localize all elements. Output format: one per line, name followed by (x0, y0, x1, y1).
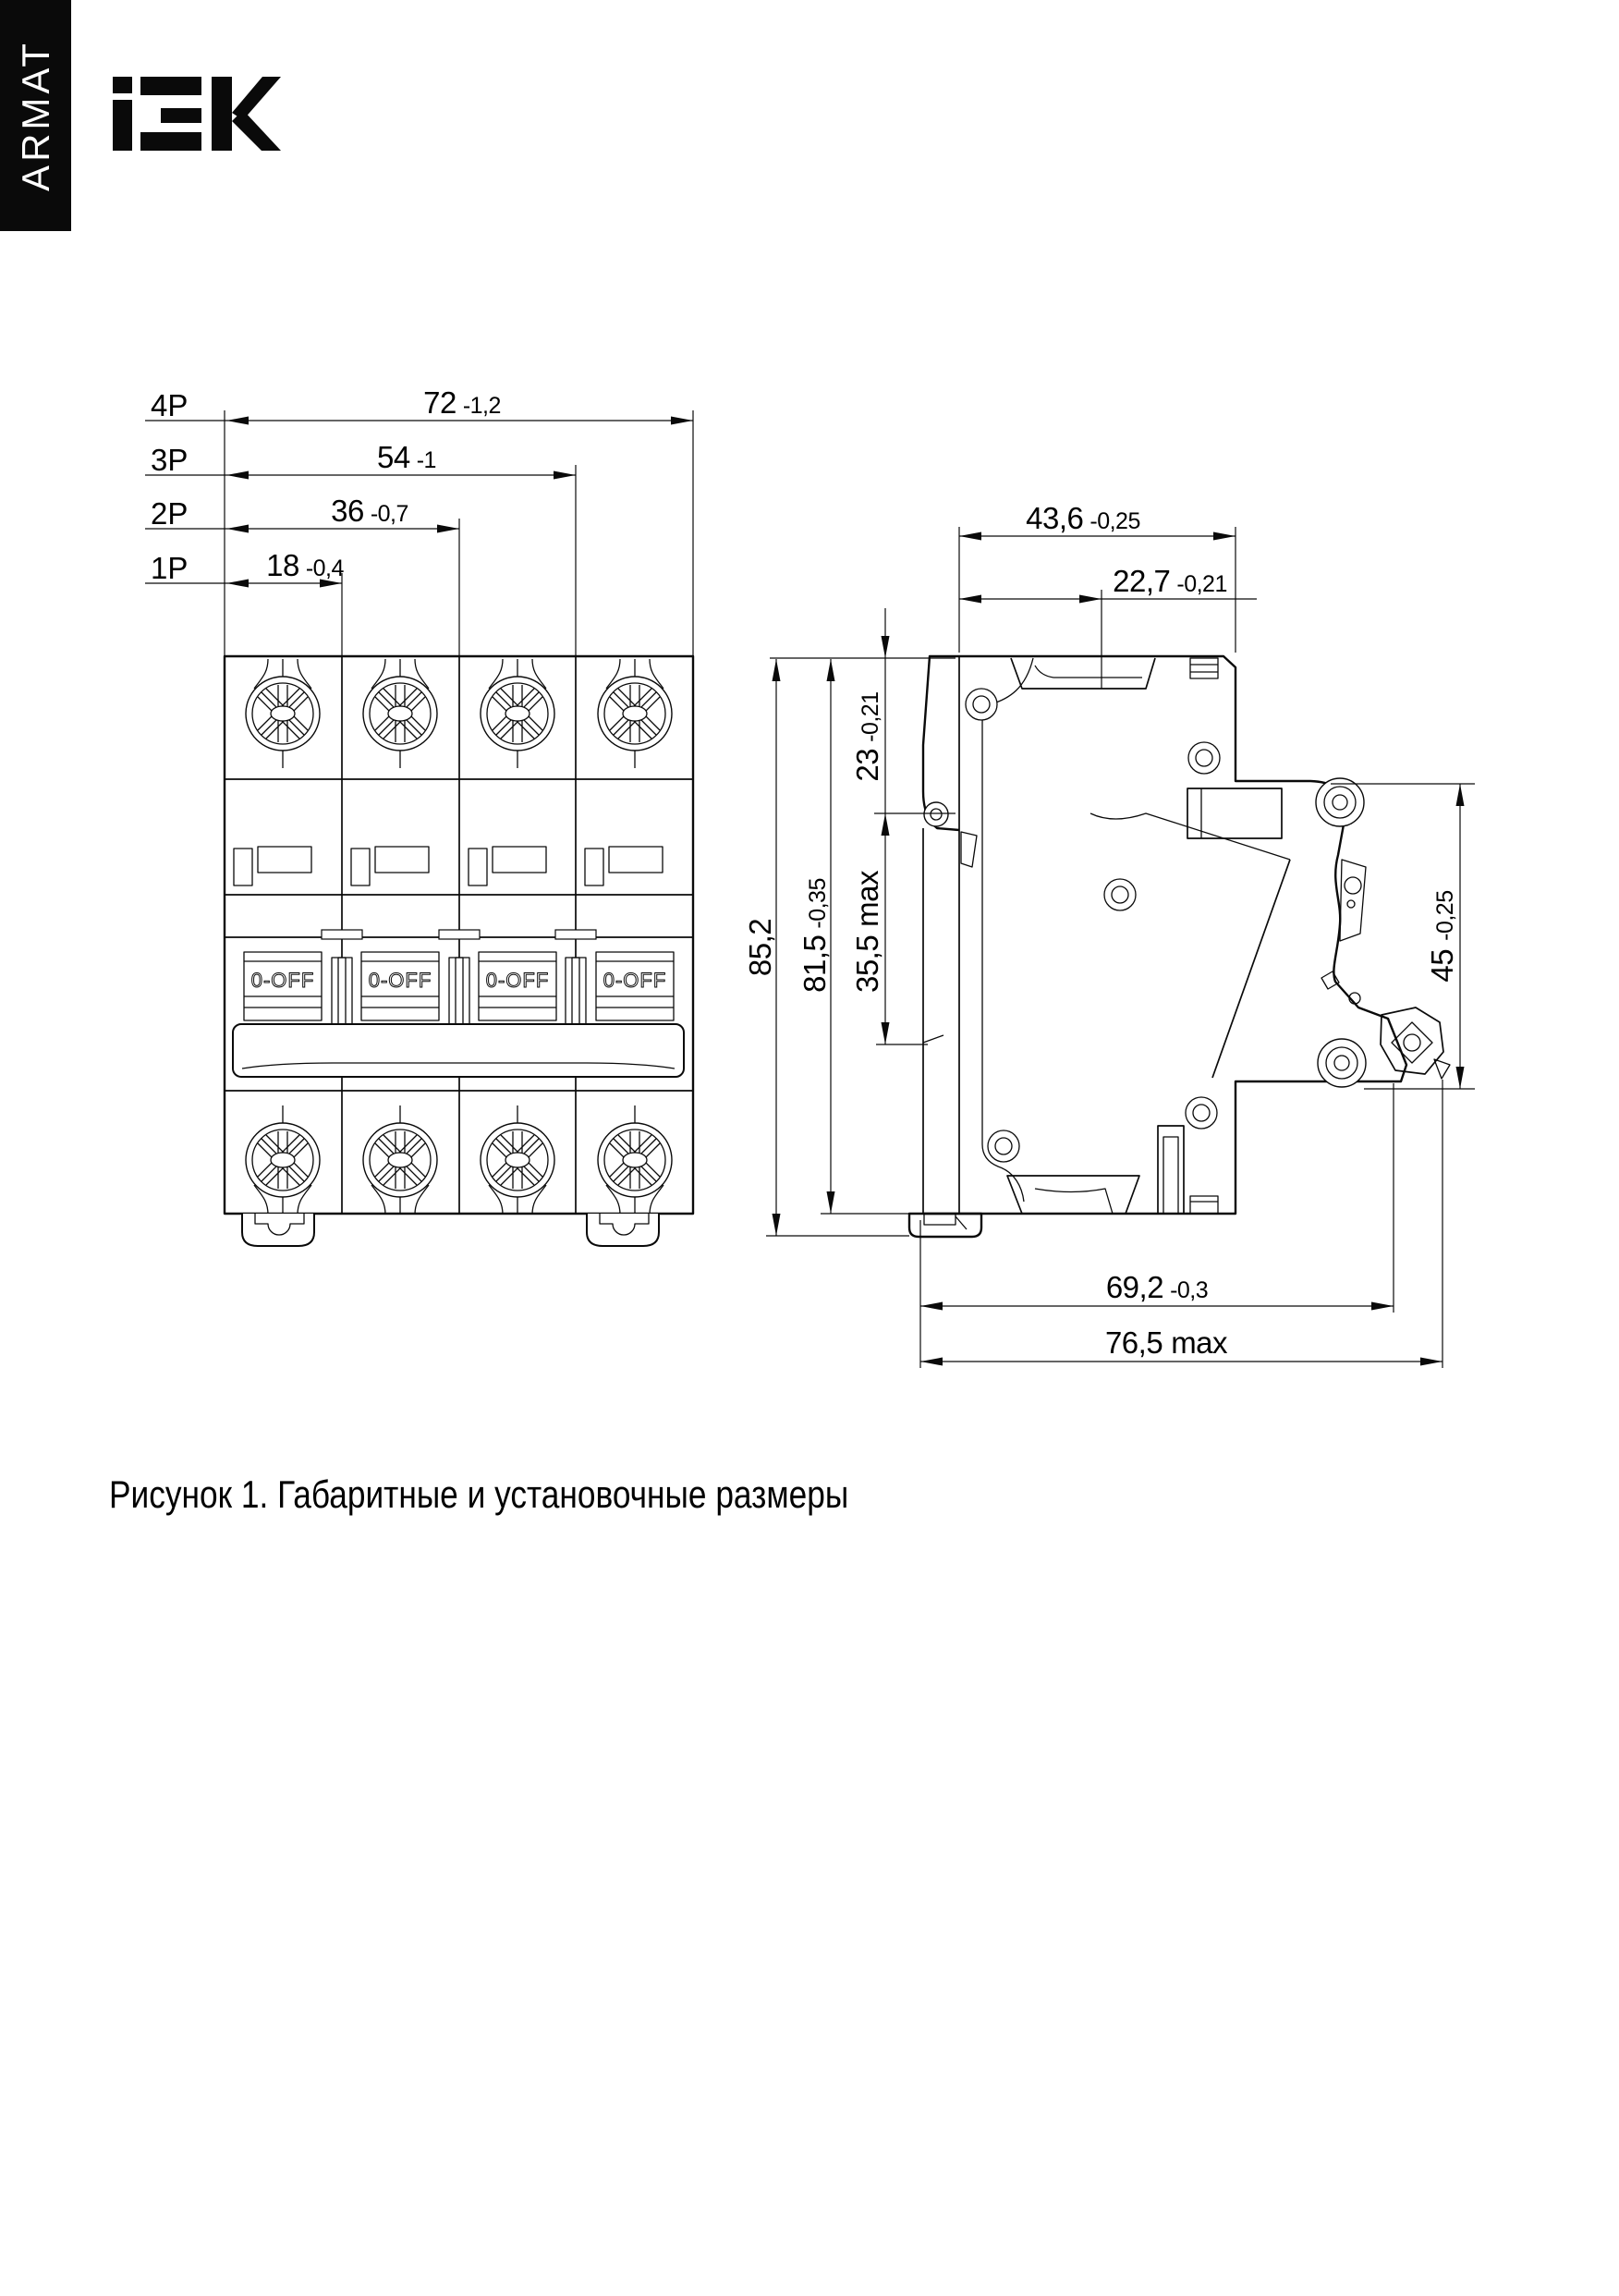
front-latch-details (234, 847, 663, 885)
dim-base-length: 69,2 -0,3 (1105, 1270, 1209, 1304)
dim-handle-depth: 35,5max (850, 870, 884, 994)
dim-max-length: 76,5 max (1104, 1325, 1228, 1360)
pole-label-4p: 4P (151, 388, 189, 422)
dim-overall-width: 43,6 -0,25 (1026, 501, 1140, 535)
dim-width-1p: 18 -0,4 (266, 548, 344, 582)
terminal-flag (1381, 1008, 1450, 1079)
figure-caption: Рисунок 1. Габаритные и установочные размеры (109, 1472, 849, 1516)
dim-front-width: 22,7 -0,21 (1113, 564, 1227, 598)
dim-din-height: 45-0,25 (1425, 890, 1459, 983)
front-view (225, 656, 693, 1246)
toggle-label-2: 0-OFF (368, 969, 432, 992)
dim-body-height: 81,5-0,35 (797, 878, 832, 993)
toggle-label-1: 0-OFF (250, 969, 315, 992)
armat-label: ARMAT (13, 40, 57, 191)
toggle-label-4: 0-OFF (603, 969, 667, 992)
pole-label-3p: 3P (151, 443, 189, 477)
pole-label-1p: 1P (151, 551, 189, 585)
pole-label-2p: 2P (151, 496, 189, 531)
dim-width-3p: 54 -1 (377, 440, 436, 474)
side-view (909, 656, 1450, 1237)
dim-width-4p: 72 -1,2 (423, 385, 501, 420)
side-dimensions (743, 501, 1475, 1368)
dim-top-depth: 23-0,21 (850, 691, 884, 782)
front-dimensions (145, 385, 693, 656)
dim-width-2p: 36 -0,7 (331, 494, 408, 528)
side-body-outline (923, 656, 1406, 1214)
toggle-label-3: 0-OFF (485, 969, 550, 992)
dim-overall-height: 85,2 (743, 918, 777, 977)
handle-bar (233, 1024, 684, 1077)
